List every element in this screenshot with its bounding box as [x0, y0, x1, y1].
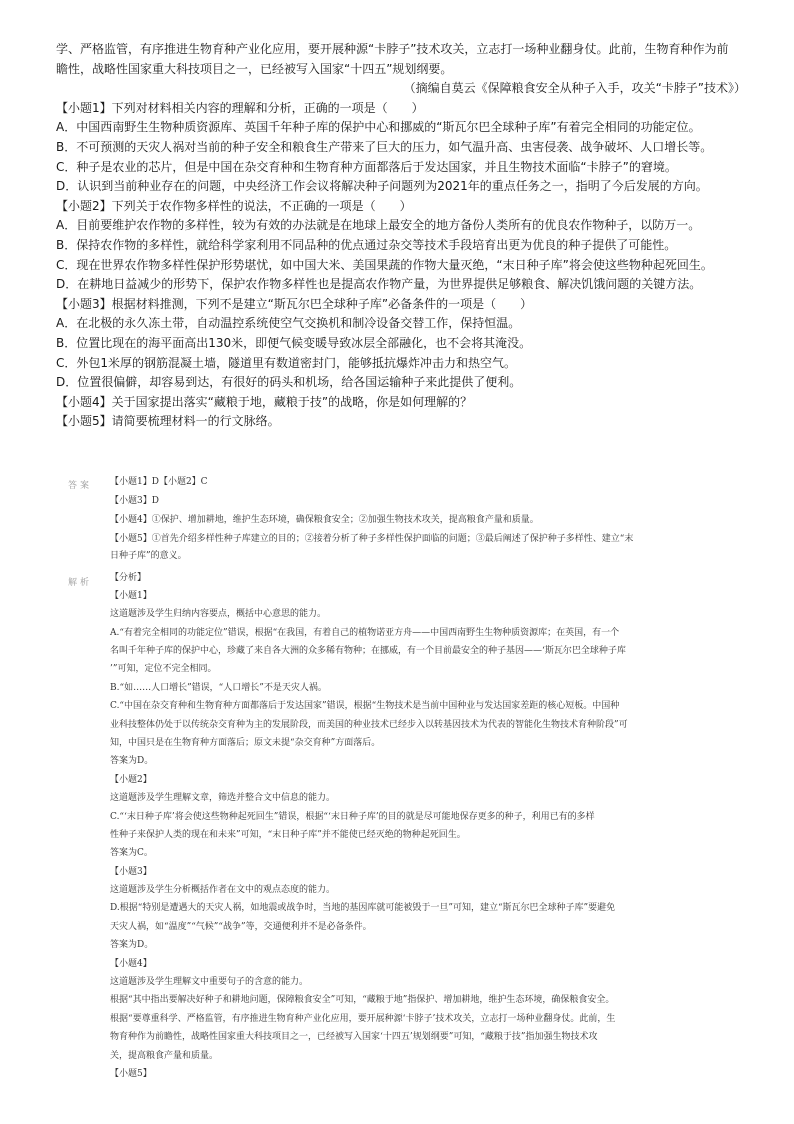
question-2-option-a: A．目前要维护农作物的多样性，较为有效的办法就是在地球上最安全的地方备份人类所有的优良农作物种子，以防万一。 — [56, 218, 701, 233]
analysis-line: 答案为D。 — [110, 756, 154, 766]
analysis-line: D.根据“特别是遭遇大的天灾人祸，如地震或战争时，当地的基因库就可能被毁于一旦”可知，建立“斯瓦尔巴全球种子库”要避免 — [110, 903, 616, 913]
analysis-line: 物育种作为前瞻性，战略性国家重大科技项目之一，已经被写入国家‘十四五’规划纲要”可知，“藏粮于技”指加强生物技术攻 — [110, 1032, 598, 1042]
analysis-line: ’”可知，定位不完全相同。 — [110, 664, 217, 674]
analysis-line: 【小题3】 — [110, 867, 152, 877]
question-3-option-d: D．位置很偏僻，却容易到达，有很好的码头和机场，给各国运输种子来此提供了便利。 — [56, 375, 522, 390]
question-section — [56, 40, 746, 432]
analysis-tag: 解析 — [68, 578, 93, 588]
question-2-option-d: D．在耕地日益减少的形势下，保护农作物多样性也是提高农作物产量，为世界提供足够粮食、解决饥饿问题的关键方法。 — [56, 277, 702, 292]
analysis-line: C.“‘末日种子库’将会使这些物种起死回生”错误，根据“‘末日种子库’的目的就是尽可能地保存更多的种子，利用已有的多样 — [110, 812, 595, 822]
analysis-line: 这道题涉及学生分析概括作者在文中的观点态度的能力。 — [110, 885, 336, 895]
question-3-option-c: C．外包1米厚的钢筋混凝土墙，隧道里有数道密封门，能够抵抗爆炸冲击力和热空气。 — [56, 355, 517, 370]
analysis-line: 这道题涉及学生归纳内容要点，概括中心意思的能力。 — [110, 609, 327, 619]
question-5-stem: 【小题5】请简要梳理材料一的行文脉络。 — [56, 414, 280, 429]
answer-tag: 答案 — [68, 481, 93, 491]
question-1-stem: 【小题1】下列对材料相关内容的理解和分析，正确的一项是（ ） — [56, 100, 424, 115]
question-2-stem: 【小题2】下列关于农作物多样性的说法，不正确的一项是（ ） — [56, 198, 412, 213]
analysis-line: 这道题涉及学生理解文章，筛选并整合文中信息的能力。 — [110, 793, 336, 803]
analysis-line: 这道题涉及学生理解文中重要句子的含意的能力。 — [110, 977, 309, 987]
answer-line: 【小题3】D — [110, 496, 159, 506]
analysis-line: 根据“其中指出要解决好种子和耕地问题，保障粮食安全”可知，“藏粮于地”指保护、增加耕地，维护生态环境，确保粮食安全。 — [110, 995, 615, 1005]
question-2-option-b: B．保持农作物的多样性，就给科学家利用不同品种的优点通过杂交等技术手段培育出更为优良的种子提供了可能性。 — [56, 237, 677, 252]
analysis-line: 知，中国只是在生物育种方面落后；原文未提“杂交育种”方面落后。 — [110, 738, 381, 748]
source-citation: （摘编自莫云《保障粮食安全从种子入手，攻关“卡脖子”技术》） — [403, 81, 746, 96]
answer-line: 【小题1】D【小题2】C — [110, 477, 208, 487]
analysis-line: 答案为C。 — [110, 848, 153, 858]
answer-line: 日种子库”的意义。 — [110, 551, 187, 561]
analysis-line: 【分析】 — [110, 573, 147, 583]
passage-line: 瞻性，战略性国家重大科技项目之一，已经被写入国家“十四五”规划纲要。 — [56, 61, 453, 76]
analysis-line: 名叫千年种子库的保护中心，珍藏了来自各大洲的众多稀有物种；在挪威，有一个目前最安全的种子基因——‘斯瓦尔巴全球种子库 — [110, 646, 626, 656]
question-1-option-d: D．认识到当前种业存在的问题，中央经济工作会议将解决种子问题列为2021年的重点任务之一，指明了今后发展的方向。 — [56, 179, 708, 194]
analysis-line: 【小题4】 — [110, 959, 152, 969]
question-3-option-a: A．在北极的永久冻土带，自动温控系统使空气交换机和制冷设备交替工作，保持恒温。 — [56, 316, 521, 331]
analysis-line: 性种子来保护人类的现在和未来”可知，“末日种子库”并不能使已经灭绝的物种起死回生。 — [110, 830, 466, 840]
question-2-option-c: C．现在世界农作物多样性保护形势堪忧，如中国大米、美国果蔬的作物大量灭绝，“末日种子库”将会使这些物种起死回生。 — [56, 257, 713, 272]
analysis-line: 【小题2】 — [110, 775, 152, 785]
passage-line: 学、严格监管，有序推进生物育种产业化应用，要开展种源“卡脖子”技术攻关，立志打一场种业翻身仗。此前，生物育种作为前 — [56, 42, 729, 56]
analysis-line: 业科技整体仍处于以传统杂交育种为主的发展阶段，而美国的种业技术已经步入以转基因技术为代表的智能化生物技术育种阶段”可 — [110, 720, 628, 730]
analysis-line: A.“有着完全相同的功能定位”错误，根据“在我国，有着自己的植物诺亚方舟——中国西南野生生物种质资源库；在英国，有一个 — [110, 628, 620, 638]
answer-line: 【小题4】①保护、增加耕地，维护生态环境，确保粮食安全；②加强生物技术攻关，提高粮食产量和质量。 — [110, 515, 539, 525]
analysis-line: C.“中国在杂交育种和生物育种方面都落后于发达国家”错误，根据“生物技术是当前中国种业与发达国家差距的核心短板。中国种 — [110, 701, 620, 711]
analysis-line: B.“如……人口增长”错误，“人口增长”不是天灾人祸。 — [110, 683, 327, 693]
analysis-line: 答案为D。 — [110, 940, 154, 950]
question-3-option-b: B．位置比现在的海平面高出130米，即便气候变暖导致冰层全部融化，也不会将其淹没。 — [56, 335, 532, 350]
question-3-stem: 【小题3】根据材料推测，下列不是建立“斯瓦尔巴全球种子库”必备条件的一项是（ ） — [56, 296, 533, 311]
question-1-option-b: B．不可预测的天灾人祸对当前的种子安全和粮食生产带来了巨大的压力，如气温升高、虫害侵袭、战争破坏、人口增长等。 — [56, 139, 713, 154]
analysis-line: 关，提高粮食产量和质量。 — [110, 1051, 219, 1061]
question-1-option-c: C．种子是农业的芯片，但是中国在杂交育种和生物育种方面都落后于发达国家，并且生物技术面临“卡脖子”的窘境。 — [56, 159, 677, 174]
answer-line: 【小题5】①首先介绍多样性种子库建立的目的；②接着分析了种子多样性保护面临的问题；③最后阐述了保护种子多样性、建立“末 — [110, 534, 634, 544]
analysis-line: 天灾人祸，如“温度”“气候”“战争”等，交通便利并不是必备条件。 — [110, 922, 372, 932]
question-1-option-a: A．中国西南野生生物种质资源库、英国千年种子库的保护中心和挪威的“斯瓦尔巴全球种子库”有着完全相同的功能定位。 — [56, 120, 701, 135]
analysis-line: 【小题5】 — [110, 1069, 152, 1079]
analysis-line: 【小题1】 — [110, 591, 152, 601]
question-4-stem: 【小题4】关于国家提出落实“藏粮于地，藏粮于技”的战略，你是如何理解的？ — [56, 394, 473, 409]
analysis-line: 根据“要尊重科学、严格监管，有序推进生物育种产业化应用，要开展种源‘卡脖子’技术攻关，立志打一场种业翻身仗。此前，生 — [110, 1014, 616, 1024]
